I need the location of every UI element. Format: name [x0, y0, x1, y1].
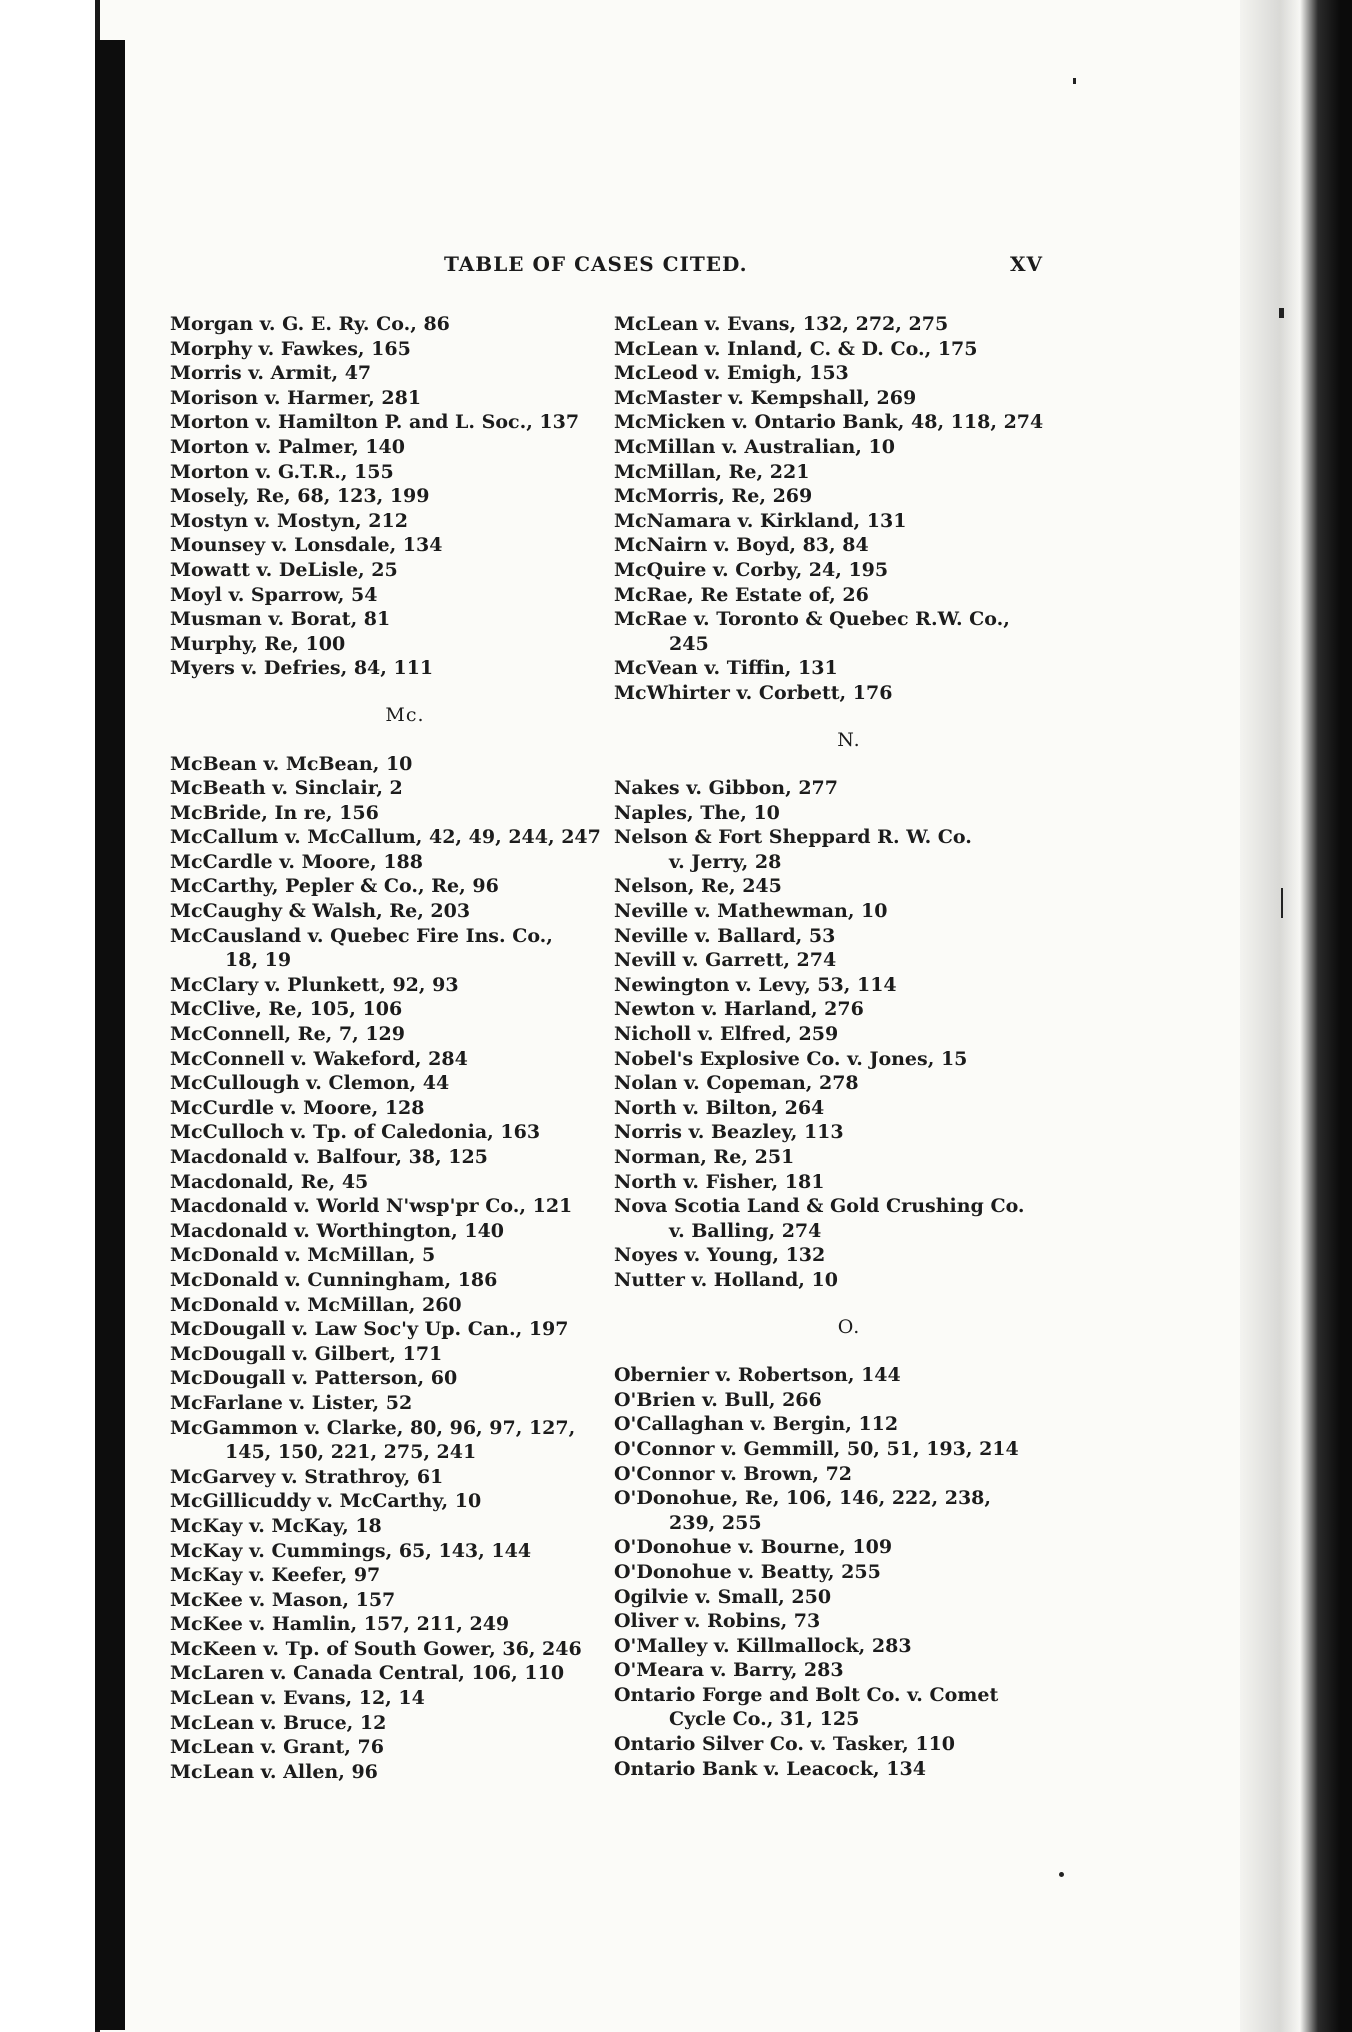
case-entry: Cycle Co., 31, 125 — [669, 1708, 860, 1731]
case-entry: Morton v. Palmer, 140 — [170, 435, 405, 458]
case-entry: Nevill v. Garrett, 274 — [614, 949, 837, 972]
case-entry: Nolan v. Copeman, 278 — [614, 1072, 859, 1095]
case-entry: O'Donohue v. Beatty, 255 — [614, 1560, 881, 1583]
case-entry: Moyl v. Sparrow, 54 — [170, 583, 378, 606]
scan-speck — [1281, 888, 1283, 918]
book-gutter-shadow — [95, 40, 125, 2030]
case-entry: McFarlane v. Lister, 52 — [170, 1391, 413, 1414]
case-entry: McLean v. Evans, 132, 272, 275 — [614, 313, 949, 335]
case-entry: Obernier v. Robertson, 144 — [614, 1364, 901, 1387]
case-entry: Norman, Re, 251 — [614, 1146, 795, 1168]
case-entry: McKay v. Keefer, 97 — [170, 1564, 381, 1587]
case-entry: McBride, In re, 156 — [170, 801, 379, 824]
case-entry: Nobel's Explosive Co. v. Jones, 15 — [614, 1047, 968, 1070]
case-entry: McGillicuddy v. McCarthy, 10 — [170, 1490, 482, 1513]
case-entry: McLean v. Bruce, 12 — [170, 1711, 387, 1734]
case-entry: Macdonald v. World N'wsp'pr Co., 121 — [170, 1195, 573, 1218]
case-entry: Morgan v. G. E. Ry. Co., 86 — [170, 313, 450, 335]
case-entry: Morton v. G.T.R., 155 — [170, 460, 394, 483]
case-entry: Nelson, Re, 245 — [614, 875, 782, 898]
entries-o-list — [614, 1363, 1084, 1781]
section-heading-o: O. — [837, 1315, 861, 1338]
case-entry: Mounsey v. Lonsdale, 134 — [170, 534, 443, 557]
case-entry: Nakes v. Gibbon, 277 — [614, 777, 838, 800]
case-entry: McGarvey v. Strathroy, 61 — [170, 1465, 444, 1488]
case-entry: O'Callaghan v. Bergin, 112 — [614, 1413, 899, 1436]
case-entry: Noyes v. Young, 132 — [614, 1244, 826, 1267]
entries-mc-continued-list — [614, 312, 1084, 706]
case-entry: 245 — [669, 632, 709, 655]
case-entry: Norris v. Beazley, 113 — [614, 1121, 844, 1144]
case-entry: Morton v. Hamilton P. and L. Soc., 137 — [170, 411, 580, 434]
scan-left-margin — [0, 0, 100, 2032]
right-column — [614, 312, 1084, 1781]
case-entry: McKay v. McKay, 18 — [170, 1514, 382, 1537]
case-entry: O'Donohue, Re, 106, 146, 222, 238, — [614, 1487, 992, 1510]
case-entry: Mowatt v. DeLisle, 25 — [170, 558, 398, 581]
case-entry: McMicken v. Ontario Bank, 48, 118, 274 — [614, 411, 1044, 434]
case-entry: McLeod v. Emigh, 153 — [614, 362, 849, 385]
case-entry: O'Meara v. Barry, 283 — [614, 1659, 844, 1682]
case-entry: McBeath v. Sinclair, 2 — [170, 777, 403, 800]
case-entry: McKee v. Mason, 157 — [170, 1588, 396, 1611]
case-entry: McCardle v. Moore, 188 — [170, 850, 423, 873]
case-entry: Morison v. Harmer, 281 — [170, 386, 422, 409]
case-entry: McConnell, Re, 7, 129 — [170, 1023, 405, 1046]
case-entry: 239, 255 — [669, 1511, 762, 1534]
case-entry: McMaster v. Kempshall, 269 — [614, 386, 917, 409]
case-entry: Newington v. Levy, 53, 114 — [614, 973, 897, 996]
case-entry: Macdonald v. Balfour, 38, 125 — [170, 1146, 488, 1168]
case-entry: McNairn v. Boyd, 83, 84 — [614, 534, 869, 557]
case-entry: O'Brien v. Bull, 266 — [614, 1388, 822, 1411]
case-entry: McDonald v. McMillan, 260 — [170, 1293, 462, 1316]
section-heading-mc: Mc. — [385, 703, 425, 726]
case-entry: McClive, Re, 105, 106 — [170, 998, 403, 1021]
case-entry: Neville v. Mathewman, 10 — [614, 900, 888, 923]
case-entry: McQuire v. Corby, 24, 195 — [614, 558, 889, 581]
case-entry: 18, 19 — [225, 949, 292, 972]
case-entry: McMorris, Re, 269 — [614, 485, 813, 508]
case-entry: O'Donohue v. Bourne, 109 — [614, 1536, 893, 1559]
case-entry: McDonald v. Cunningham, 186 — [170, 1268, 498, 1291]
case-entry: McLean v. Evans, 12, 14 — [170, 1687, 425, 1710]
case-entry: McVean v. Tiffin, 131 — [614, 657, 838, 680]
case-entry: Morris v. Armit, 47 — [170, 362, 372, 385]
case-entry: Morphy v. Fawkes, 165 — [170, 337, 411, 360]
case-entry: McMillan, Re, 221 — [614, 460, 810, 483]
case-entry: Nicholl v. Elfred, 259 — [614, 1023, 839, 1046]
case-entry: v. Jerry, 28 — [669, 850, 782, 873]
case-entry: McNamara v. Kirkland, 131 — [614, 509, 907, 532]
case-entry: O'Connor v. Gemmill, 50, 51, 193, 214 — [614, 1437, 1019, 1460]
case-entry: McBean v. McBean, 10 — [170, 752, 413, 775]
case-entry: McClary v. Plunkett, 92, 93 — [170, 973, 459, 996]
case-entry: McCaughy & Walsh, Re, 203 — [170, 900, 471, 923]
scan-speck — [1073, 78, 1076, 84]
case-entry: 145, 150, 221, 275, 241 — [225, 1441, 477, 1464]
case-entry: Macdonald, Re, 45 — [170, 1170, 369, 1193]
case-entry: Oliver v. Robins, 73 — [614, 1610, 821, 1633]
case-entry: Myers v. Defries, 84, 111 — [170, 657, 434, 680]
section-heading-n: N. — [837, 728, 861, 751]
case-entry: McRae v. Toronto & Quebec R.W. Co., — [614, 608, 1010, 631]
case-entry: Naples, The, 10 — [614, 801, 780, 824]
case-entry: McLean v. Inland, C. & D. Co., 175 — [614, 337, 978, 360]
left-column — [170, 312, 640, 1784]
case-entry: O'Connor v. Brown, 72 — [614, 1462, 853, 1485]
case-entry: Nelson & Fort Sheppard R. W. Co. — [614, 826, 972, 849]
case-entry: McCurdle v. Moore, 128 — [170, 1096, 425, 1119]
case-entry: McCausland v. Quebec Fire Ins. Co., — [170, 924, 553, 947]
case-entry: McCallum v. McCallum, 42, 49, 244, 247 — [170, 826, 601, 849]
page-edge-right — [1240, 0, 1352, 2032]
page-number: XV — [1010, 252, 1044, 276]
case-entry: Macdonald v. Worthington, 140 — [170, 1219, 505, 1242]
case-entry: McCarthy, Pepler & Co., Re, 96 — [170, 875, 499, 898]
case-entry: McDonald v. McMillan, 5 — [170, 1244, 436, 1267]
case-entry: v. Balling, 274 — [669, 1219, 822, 1242]
scan-speck — [1279, 308, 1284, 318]
scan-speck — [1059, 1872, 1064, 1877]
case-entry: Ontario Forge and Bolt Co. v. Comet — [614, 1683, 999, 1706]
case-entry: McDougall v. Law Soc'y Up. Can., 197 — [170, 1318, 569, 1341]
case-entry: McRae, Re Estate of, 26 — [614, 583, 869, 606]
case-entry: Murphy, Re, 100 — [170, 632, 346, 655]
case-entry: McMillan v. Australian, 10 — [614, 435, 895, 458]
case-entry: Ogilvie v. Small, 250 — [614, 1585, 832, 1608]
case-entry: McKeen v. Tp. of South Gower, 36, 246 — [170, 1637, 582, 1660]
case-entry: McDougall v. Patterson, 60 — [170, 1367, 458, 1390]
entries-mc-list — [170, 752, 640, 1785]
case-entry: McCullough v. Clemon, 44 — [170, 1072, 450, 1095]
case-entry: Newton v. Harland, 276 — [614, 998, 864, 1021]
case-entry: Ontario Silver Co. v. Tasker, 110 — [614, 1733, 956, 1756]
case-entry: Nova Scotia Land & Gold Crushing Co. — [614, 1195, 1025, 1218]
running-head: TABLE OF CASES CITED. — [444, 252, 748, 276]
case-entry: McWhirter v. Corbett, 176 — [614, 681, 893, 704]
case-entry: McLean v. Grant, 76 — [170, 1736, 384, 1759]
case-entry: Mosely, Re, 68, 123, 199 — [170, 485, 430, 508]
case-entry: O'Malley v. Killmallock, 283 — [614, 1634, 912, 1657]
entries-n-list — [614, 776, 1084, 1292]
case-entry: Nutter v. Holland, 10 — [614, 1268, 838, 1291]
case-entry: McDougall v. Gilbert, 171 — [170, 1342, 443, 1365]
case-entry: McLaren v. Canada Central, 106, 110 — [170, 1662, 565, 1685]
case-entry: McConnell v. Wakeford, 284 — [170, 1047, 468, 1070]
case-entry: Ontario Bank v. Leacock, 134 — [614, 1757, 926, 1780]
entries-m-list — [170, 312, 640, 681]
case-entry: McLean v. Allen, 96 — [170, 1760, 378, 1783]
case-entry: Mostyn v. Mostyn, 212 — [170, 509, 408, 532]
case-entry: North v. Fisher, 181 — [614, 1170, 825, 1193]
case-entry: McKay v. Cummings, 65, 143, 144 — [170, 1539, 532, 1562]
case-entry: Musman v. Borat, 81 — [170, 608, 391, 631]
case-entry: McGammon v. Clarke, 80, 96, 97, 127, — [170, 1416, 576, 1439]
case-entry: McCulloch v. Tp. of Caledonia, 163 — [170, 1121, 541, 1144]
case-entry: McKee v. Hamlin, 157, 211, 249 — [170, 1613, 510, 1636]
case-entry: Neville v. Ballard, 53 — [614, 924, 836, 947]
case-entry: North v. Bilton, 264 — [614, 1096, 825, 1119]
